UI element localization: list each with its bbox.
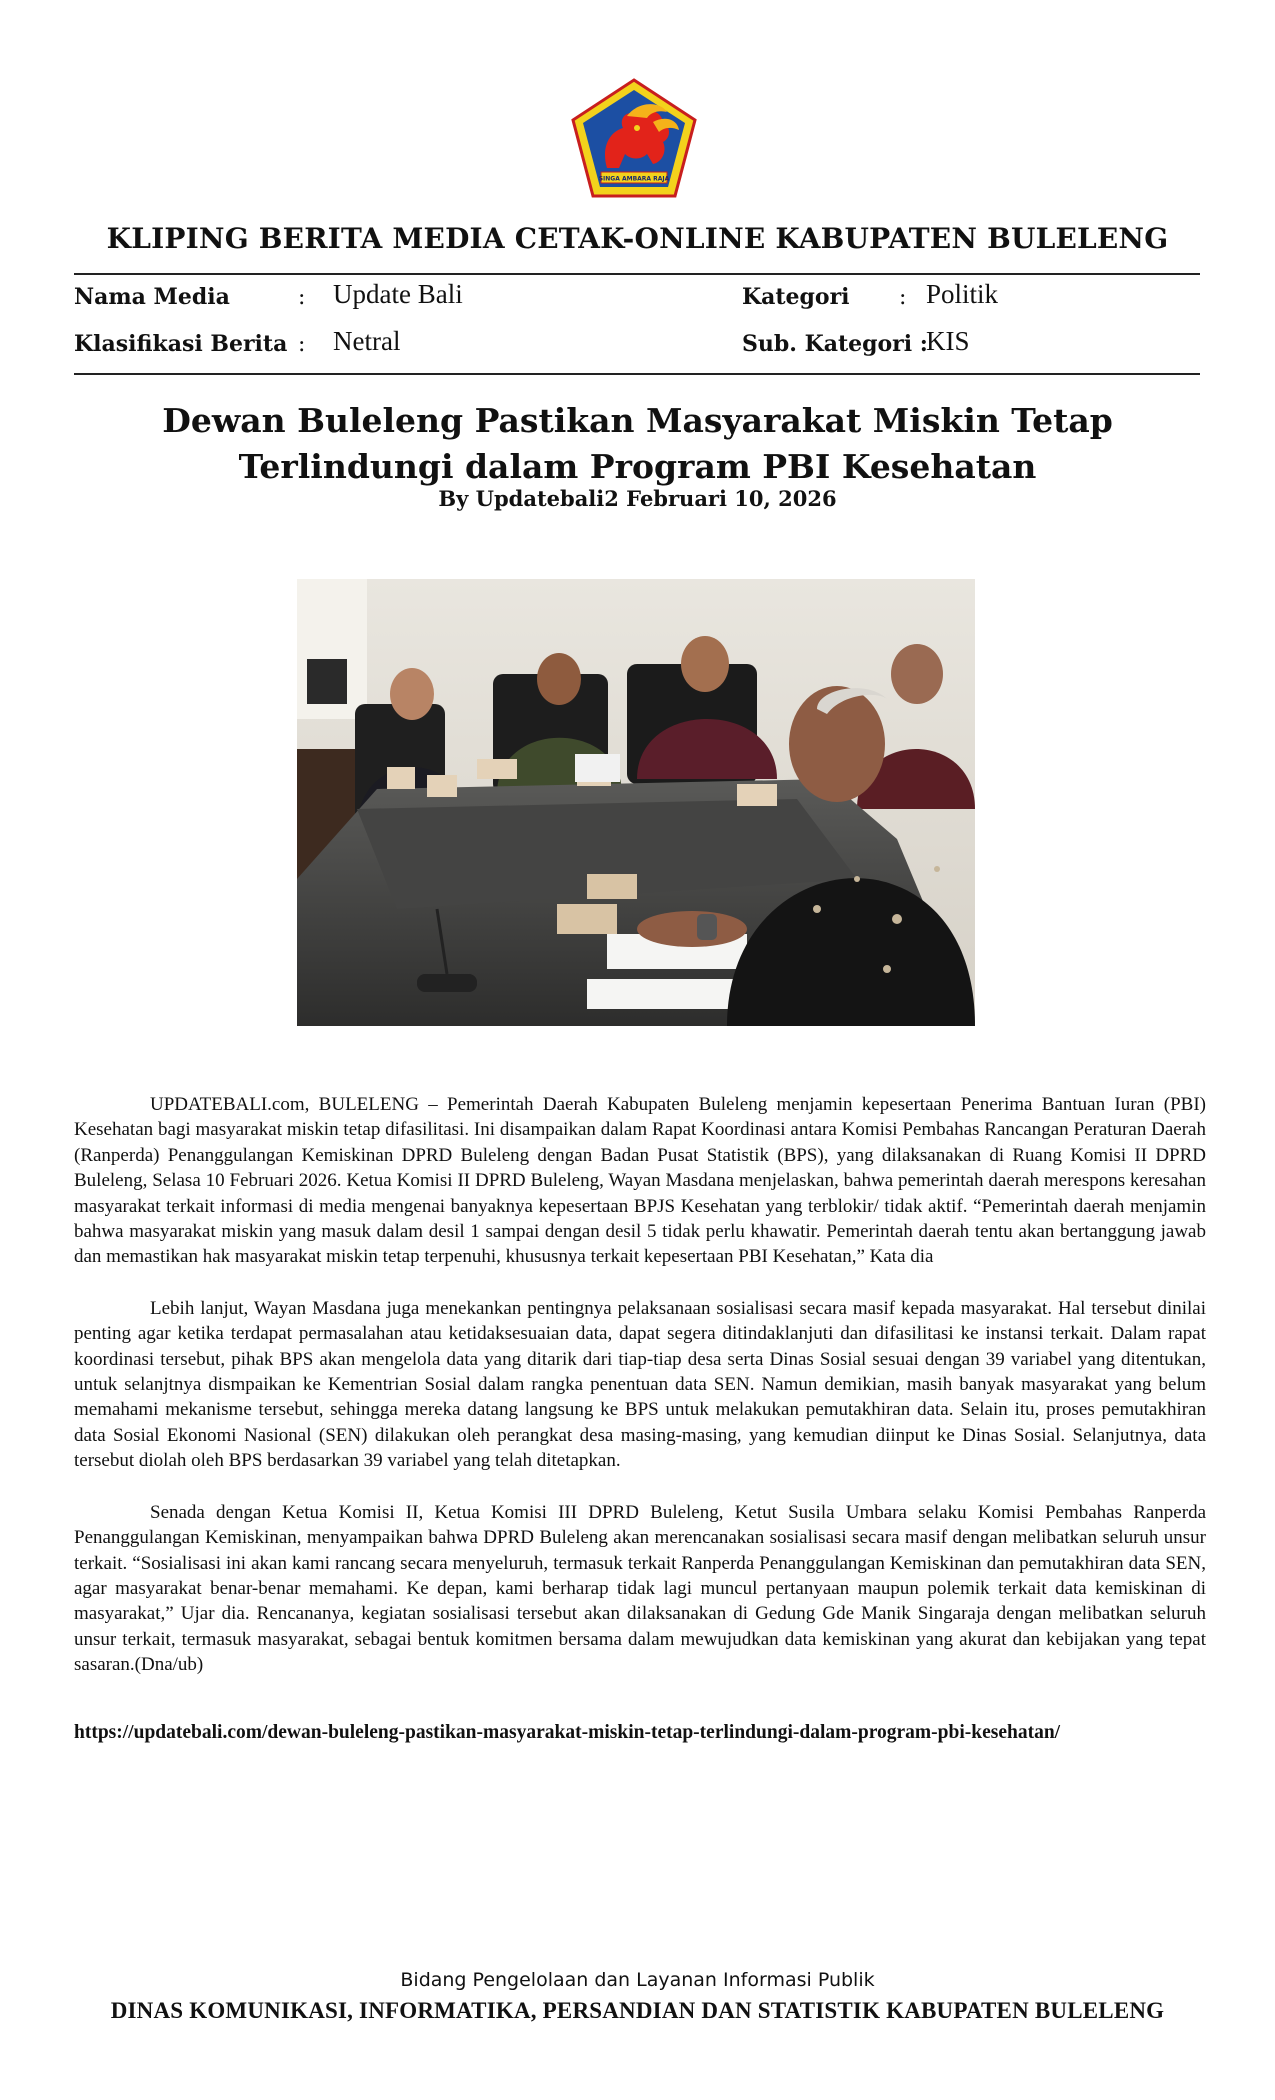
- footer-agency: DINAS KOMUNIKASI, INFORMATIKA, PERSANDIAN DAN STATISTIK KABUPATEN BULELENG: [110, 1998, 1165, 2023]
- article-byline: By Updatebali2 Februari 10, 2026: [438, 486, 837, 511]
- source-url-link[interactable]: https://updatebali.com/dewan-buleleng-pastikan-masyarakat-miskin-tetap-terlindungi-dalam-program-pbi-kesehatan/: [74, 1722, 1061, 1743]
- article-paragraph: Lebih lanjut, Wayan Masdana juga menekankan pentingnya pelaksanaan sosialisasi secara masif kepada masyarakat. Hal tersebut dinilai penting agar ketika terdapat permasalahan atau ketidaksesuaian data, dapat segera ditindaklanjuti dan difasilitasi ke instansi terkait. Dalam rapat koordinasi tersebut, pihak BPS akan mengelola data yang ditarik dari tiap-tiap desa serta Dinas Sosial sesuai dengan 39 variabel yang ditentukan, untuk selanjtnya dismpaikan ke Kementrian Sosial dalam rangka penentuan data SEN. Namun demikian, masih banyak masyarakat yang belum memahami mekanisme tersebut, sehingga mereka datang langsung ke BPS untuk melakukan pemutakhiran data. Selain itu, proses pemutakhiran data Sosial Ekonomi Nasional (SEN) dilakukan oleh perangkat desa masing-masing, yang kemudian diinput ke Dinas Sosial. Selanjutnya, data tersebut diolah oleh BPS berdasarkan 39 variabel yang telah ditetapkan.: [74, 1297, 1206, 1472]
- sub-kategori-label: Sub. Kategori :: [742, 331, 928, 357]
- footer-department: Bidang Pengelolaan dan Layanan Informasi Publik: [400, 1969, 875, 1991]
- kabupaten-buleleng-emblem-icon: [567, 76, 701, 200]
- sub-kategori-value: KIS: [926, 326, 970, 356]
- meeting-photo: [297, 579, 975, 1026]
- meta-kategori-colon: [899, 281, 906, 311]
- article-paragraph: UPDATEBALI.com, BULELENG – Pemerintah Daerah Kabupaten Buleleng menjamin kepesertaan Penerima Bantuan Iuran (PBI) Kesehatan bagi masyarakat miskin tetap difasilitasi. Ini disampaikan dalam Rapat Koordinasi antara Komisi Pembahas Rancangan Peraturan Daerah (Ranperda) Penanggulangan Kemiskinan DPRD Buleleng dengan Badan Pusat Statistik (BPS), yang dilaksanakan di Ruang Komisi II DPRD Buleleng, Selasa 10 Februari 2026. Ketua Komisi II DPRD Buleleng, Wayan Masdana menjelaskan, bahwa pemerintah daerah merespons keresahan masyarakat terkait informasi di media mengenai banyaknya kepesertaan BPJS Kesehatan yang terblokir/ tidak aktif. “Pemerintah daerah menjamin bahwa masyarakat miskin yang masuk dalam desil 1 sampai dengan desil 5 tidak perlu khawatir. Pemerintah daerah tentu akan bertanggung jawab dan memastikan hak masyarakat miskin tetap terpenuhi, khususnya terkait kepesertaan PBI Kesehatan,” Kata dia: [74, 1094, 1206, 1268]
- article-body: [74, 1092, 1206, 1704]
- media-value: Update Bali: [333, 279, 463, 309]
- article-title: Dewan Buleleng Pastikan Masyarakat Miskin Tetap Terlindungi dalam Program PBI Kesehatan: [162, 401, 1113, 486]
- header-divider-bottom: [74, 373, 1200, 375]
- meta-media-value: [333, 279, 463, 310]
- media-label: Nama Media: [74, 284, 230, 310]
- meta-klasifikasi-colon: [298, 328, 305, 358]
- kategori-label: Kategori: [742, 284, 850, 310]
- colon: :: [298, 285, 306, 310]
- header-divider-top: [74, 273, 1200, 275]
- article-paragraph: Senada dengan Ketua Komisi II, Ketua Komisi III DPRD Buleleng, Ketut Susila Umbara selaku Komisi Pembahas Ranperda Penanggulangan Kemiskinan, menyampaikan bahwa DPRD Buleleng akan merencanakan sosialisasi secara masif dengan melibatkan seluruh unsur terkait. “Sosialisasi ini akan kami rancang secara menyeluruh, termasuk terkait Ranperda Penanggulangan Kemiskinan dan pemutakhiran data SEN, agar masyarakat benar-benar memahami. Ke depan, kami berharap tidak lagi muncul pertanyaan maupun polemik terkait data kemiskinan di masyarakat,” Ujar dia. Rencananya, kegiatan sosialisasi tersebut akan dilaksanakan di Gedung Gde Manik Singaraja dengan melibatkan seluruh unsur terkait, termasuk masyarakat, sebagai bentuk komitmen bersama dalam mewujudkan data kemiskinan yang akurat dan kebijakan yang tepat sasaran.(Dna/ub): [74, 1501, 1206, 1676]
- meta-sub-kategori: [742, 328, 928, 358]
- colon: :: [298, 332, 306, 357]
- meta-media-colon: [298, 281, 305, 311]
- meta-kategori: [742, 281, 850, 311]
- meta-media: [74, 281, 230, 311]
- emblem-motto: SINGA AMBARA RAJA: [598, 175, 670, 183]
- kategori-value: Politik: [926, 279, 999, 309]
- meta-kategori-value: [926, 279, 998, 310]
- meta-klasifikasi-value: [333, 326, 400, 357]
- meta-klasifikasi: [74, 328, 287, 358]
- klasifikasi-label: Klasifikasi Berita: [74, 331, 288, 357]
- klasifikasi-value: Netral: [333, 326, 401, 356]
- colon: :: [899, 285, 907, 310]
- clipping-header-title: KLIPING BERITA MEDIA CETAK-ONLINE KABUPATEN BULELENG: [106, 222, 1169, 255]
- meta-sub-kategori-value: [926, 326, 970, 357]
